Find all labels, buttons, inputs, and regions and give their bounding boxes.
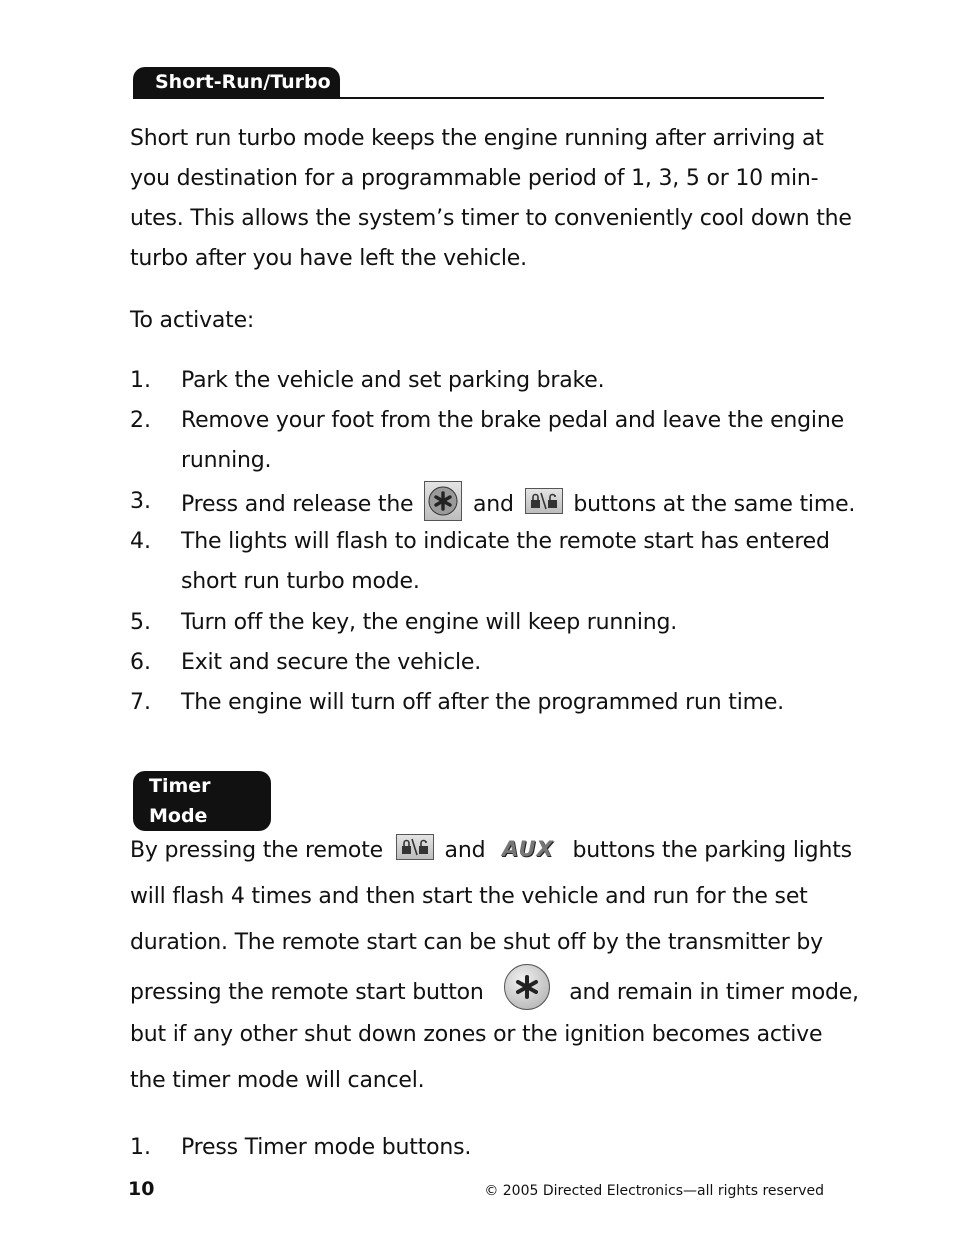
copyright-notice: © 2005 Directed Electronics—all rights reserved (484, 1183, 824, 1199)
remote-start-star-icon (504, 964, 550, 1010)
step-number: 1. (130, 368, 151, 393)
step-number: 2. (130, 408, 151, 433)
body-text-line (130, 976, 859, 1010)
step-number: 7. (130, 690, 151, 715)
body-text-line: you destination for a programmable period of 1, 3, 5 or 10 min- (130, 166, 819, 191)
section-title: Short-Run/Turbo (155, 71, 331, 93)
step-number: 4. (130, 529, 151, 554)
body-text-line: duration. The remote start can be shut off by the transmitter by (130, 930, 823, 955)
step-text: Park the vehicle and set parking brake. (181, 368, 605, 393)
step-text-part: buttons at the same time. (573, 492, 856, 517)
step-text (181, 489, 856, 521)
section-title: Timer Mode (149, 775, 211, 827)
lock-unlock-icon (396, 834, 434, 860)
section-header-short-run (133, 67, 340, 97)
text-part: pressing the remote start button (130, 980, 484, 1005)
body-text-line: will flash 4 times and then start the vehicle and run for the set (130, 884, 808, 909)
body-text-line: the timer mode will cancel. (130, 1068, 425, 1093)
step-number: 5. (130, 610, 151, 635)
section-header-timer-mode (133, 771, 271, 831)
text-part: and (444, 838, 486, 863)
aux-icon: AUX (502, 837, 554, 861)
body-text-line (130, 837, 852, 863)
remote-start-star-icon (424, 481, 462, 521)
step-text: Press Timer mode buttons. (181, 1135, 472, 1160)
text-part: By pressing the remote (130, 838, 383, 863)
step-text-continued: short run turbo mode. (181, 569, 420, 594)
step-text-continued: running. (181, 448, 272, 473)
step-text: The engine will turn off after the programmed run time. (181, 690, 784, 715)
text-part: and remain in timer mode, (569, 980, 859, 1005)
step-number: 6. (130, 650, 151, 675)
lock-unlock-icon (525, 488, 563, 514)
body-text-line: utes. This allows the system’s timer to conveniently cool down the (130, 206, 852, 231)
body-text-line: Short run turbo mode keeps the engine running after arriving at (130, 126, 824, 151)
step-text: Exit and secure the vehicle. (181, 650, 482, 675)
activate-label: To activate: (130, 308, 255, 333)
step-number: 3. (130, 489, 151, 514)
step-number: 1. (130, 1135, 151, 1160)
step-text: Remove your foot from the brake pedal and leave the engine (181, 408, 844, 433)
step-text-part: Press and release the (181, 492, 414, 517)
step-text: Turn off the key, the engine will keep running. (181, 610, 678, 635)
body-text-line: but if any other shut down zones or the ignition becomes active (130, 1022, 823, 1047)
step-text: The lights will flash to indicate the remote start has entered (181, 529, 830, 554)
body-text-line: turbo after you have left the vehicle. (130, 246, 527, 271)
page-number: 10 (128, 1178, 155, 1200)
step-text-part: and (473, 492, 514, 517)
section-rule (133, 97, 824, 99)
text-part: buttons the parking lights (572, 838, 852, 863)
